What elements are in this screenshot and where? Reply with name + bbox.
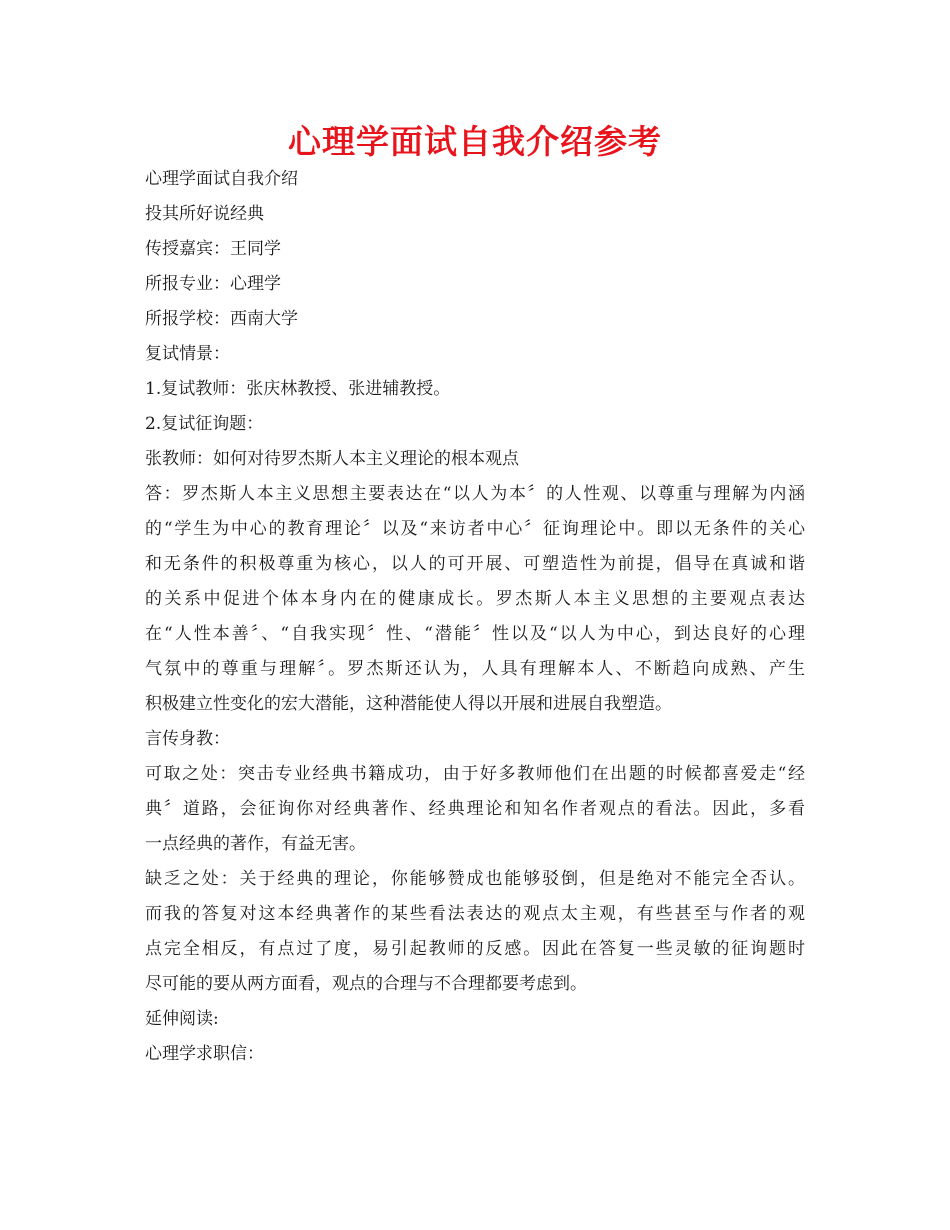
shortcomings-line: 点完全相反，有点过了度，易引起教师的反感。因此在答复一些灵敏的征询题时 (145, 939, 805, 959)
answer-line: 的关系中促进个体本身内在的健康成长。罗杰斯人本主义思想的主要观点表达 (145, 589, 805, 609)
answer-line: 积极建立性变化的宏大潜能，这种潜能使人得以开展和进展自我塑造。 (145, 694, 672, 714)
paragraph-school: 所报学校：西南大学 (145, 309, 298, 329)
paragraph-scenario: 复试情景： (145, 344, 230, 364)
paragraph-question-1: 张教师：如何对待罗杰斯人本主义理论的根本观点 (145, 449, 519, 469)
document-title: 心理学面试自我介绍参考 (288, 122, 662, 161)
shortcomings-line: 缺乏之处：关于经典的理论，你能够赞成也能够驳倒，但是绝对不能完全否认。 (145, 869, 805, 889)
answer-line: 和无条件的积极尊重为核心，以人的可开展、可塑造性为前提，倡导在真诚和谐 (145, 554, 805, 574)
merits-line: 典〞道路，会征询你对经典著作、经典理论和知名作者观点的看法。因此，多看 (145, 799, 805, 819)
answer-line: 答：罗杰斯人本主义思想主要表达在“以人为本〞的人性观、以尊重与理解为内涵 (145, 484, 805, 504)
paragraph-teachers: 1.复试教师：张庆林教授、张进辅教授。 (145, 379, 451, 399)
merits-line: 可取之处：突击专业经典书籍成功，由于好多教师他们在出题的时候都喜爱走“经 (145, 764, 805, 784)
paragraph-cover-letter: 心理学求职信： (145, 1044, 264, 1064)
answer-line: 气氛中的尊重与理解〞。罗杰斯还认为，人具有理解本人、不断趋向成熟、产生 (145, 659, 805, 679)
paragraph-questions: 2.复试征询题： (145, 414, 264, 434)
paragraph-heading: 心理学面试自我介绍 (145, 169, 298, 189)
paragraph-shortcomings (145, 862, 805, 1002)
answer-line: 在“人性本善〞、“自我实现〞性、“潜能〞性以及“以人为中心，到达良好的心理 (145, 624, 805, 644)
shortcomings-line: 而我的答复对这本经典著作的某些看法表达的观点太主观，有些甚至与作者的观 (145, 904, 805, 924)
answer-line: 的“学生为中心的教育理论〞以及“来访者中心〞征询理论中。即以无条件的关心 (145, 519, 805, 539)
paragraph-subtitle: 投其所好说经典 (145, 204, 264, 224)
shortcomings-line: 尽可能的要从两方面看，观点的合理与不合理都要考虑到。 (145, 974, 587, 994)
document-body (145, 162, 805, 1072)
paragraph-guest: 传授嘉宾：王同学 (145, 239, 281, 259)
paragraph-lessons: 言传身教： (145, 729, 230, 749)
paragraph-major: 所报专业：心理学 (145, 274, 281, 294)
paragraph-merits (145, 757, 805, 862)
merits-line: 一点经典的著作，有益无害。 (145, 834, 366, 854)
paragraph-further-reading: 延伸阅读: (145, 1009, 219, 1029)
paragraph-answer (145, 477, 805, 722)
